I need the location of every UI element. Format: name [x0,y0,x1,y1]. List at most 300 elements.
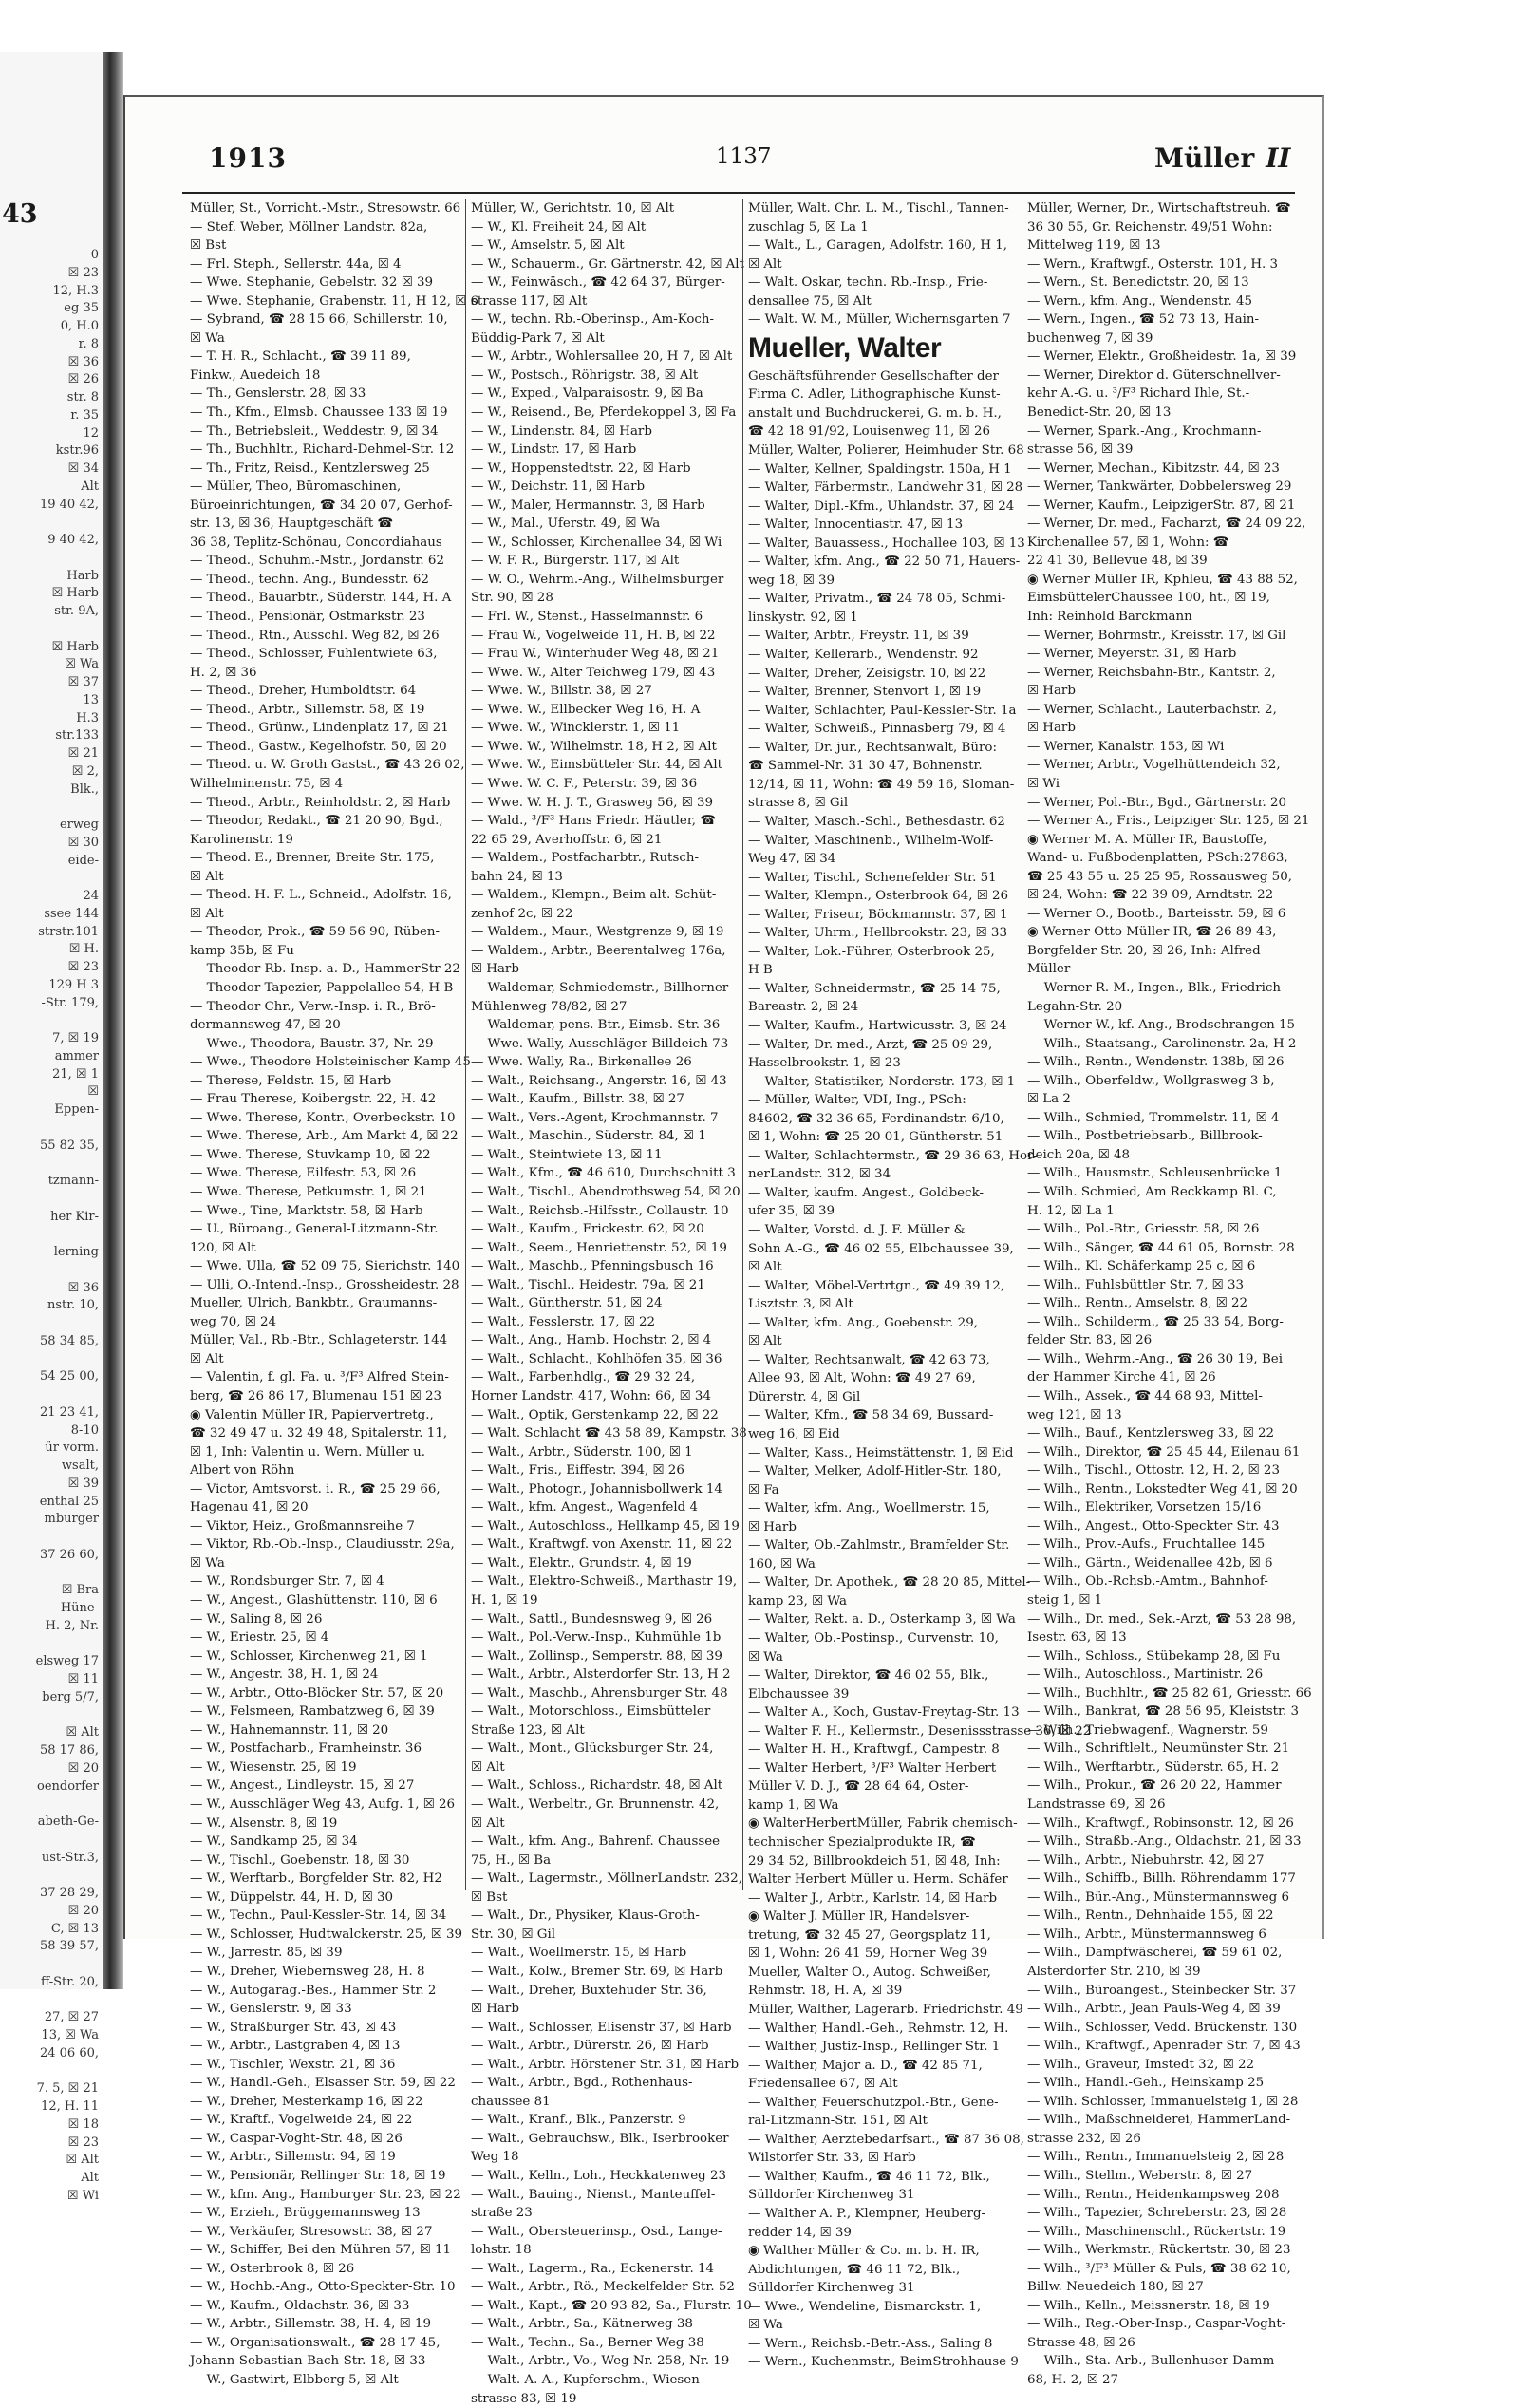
directory-entry-line: ☒ Alt [190,906,224,921]
directory-entry-line: — Theod., Gastw., Kegelhofstr. 50, ☒ 20 [190,739,447,754]
directory-entry-line: — W., Maler, Hermannstr. 3, ☒ Harb [471,498,705,513]
directory-entry-line: — Wilh., Kraftwgf., Robinsonstr. 12, ☒ 26 [1027,1815,1294,1831]
directory-entry-line: densallee 75, ☒ Alt [748,293,872,309]
page-number: 1137 [716,144,772,169]
previous-page-line [0,1636,99,1654]
directory-entry-line: — W., Dreher, Wiebernsweg 28, H. 8 [190,1964,425,1979]
directory-entry-line: Alsterdorfer Str. 210, ☒ 39 [1027,1964,1201,1979]
directory-entry-line: — Wilh., Kl. Schäferkamp 25 c, ☒ 6 [1027,1259,1256,1274]
directory-entry-line: Straße 123, ☒ Alt [471,1722,585,1738]
previous-page-line: ☒ 18 [67,2116,99,2132]
directory-entry-line: — Walther, Kaufm., ☎ 46 11 72, Blk., [748,2169,990,2184]
directory-entry-line: — W., Schlosser, Kirchenallee 34, ☒ Wi [471,535,722,550]
previous-page-line [0,1956,99,1974]
directory-entry-line: — Wilh., Straßb.-Ang., Oldachstr. 21, ☒ 33 [1027,1834,1302,1850]
directory-entry-line: kamp 23, ☒ Wa [748,1593,848,1608]
previous-page-line: C, ☒ 13 [50,1921,99,1936]
directory-entry-line: ☒ Alt [471,1815,505,1831]
previous-page-line: r. 8 [78,336,99,351]
directory-entry-line: — W., Alsenstr. 8, ☒ 19 [190,1815,338,1831]
directory-entry-line: — Walt., Dreher, Buxtehuder Str. 36, [471,1983,707,1998]
directory-entry-line: — W., Lindstr. 17, ☒ Harb [471,442,637,458]
directory-entry-line: Karolinenstr. 19 [190,832,293,847]
directory-entry-line: Inh: Reinhold Barckmann [1027,610,1192,625]
column-divider [465,199,466,1890]
directory-entry-line: — Wilh., Schmied, Trommelstr. 11, ☒ 4 [1027,1110,1280,1125]
directory-entry-line: — Walt., Kfm., ☎ 46 610, Durchschnitt 3 [471,1166,736,1181]
directory-entry-line: — Wwe., Wendeline, Bismarckstr. 1, [748,2299,982,2314]
directory-entry-line: — Walter, Tischl., Schenefelder Str. 51 [748,870,997,885]
directory-entry-line: — Walter, Dreher, Zeisigstr. 10, ☒ 22 [748,666,986,681]
book-gutter [103,52,123,1989]
directory-entry-line: — Waldem., Maur., Westgrenze 9, ☒ 19 [471,925,724,940]
directory-entry-line: — Wwe., Tine, Marktstr. 58, ☒ Harb [190,1203,423,1218]
directory-entry-line: — Viktor, Heiz., Großmannsreihe 7 [190,1518,415,1533]
directory-entry-line: — Th., Genslerstr. 28, ☒ 33 [190,386,366,402]
previous-page-line [0,1119,99,1138]
directory-entry-line: — Waldem., Arbtr., Beerentalweg 176a, [471,943,726,958]
directory-entry-line: — Werner, Schlacht., Lauterbachstr. 2, [1027,702,1277,717]
directory-entry-line: — W., Arbtr., Lastgraben 4, ☒ 13 [190,2039,401,2054]
previous-page-line [0,1796,99,1814]
previous-page-line: wsalt, [61,1458,99,1473]
previous-page-line: 58 39 57, [39,1939,99,1954]
directory-entry-line: — Wilh., Graveur, Imstedt 32, ☒ 22 [1027,2057,1254,2072]
directory-entry-line: — Wilh., Hausmstr., Schleusenbrücke 1 [1027,1166,1283,1181]
directory-entry-line: — Wilh., Schlosser, Vedd. Brückenstr. 130 [1027,2020,1298,2035]
directory-entry-line: — W., Feinwäsch., ☎ 42 64 37, Bürger- [471,275,725,291]
directory-entry-line: Wilhelminenstr. 75, ☒ 4 [190,776,344,791]
directory-entry-line: — Wilh., Buchhltr., ☎ 25 82 61, Griesstr. 66 [1027,1685,1312,1701]
directory-entry-line: — Theod., Dreher, Humboldtstr. 64 [190,684,417,699]
previous-page-line [0,799,99,817]
directory-entry-line: — W., Saling 8, ☒ 26 [190,1611,323,1627]
previous-page-line: H.3 [76,710,99,725]
directory-entry-line: — Wilh., Stellm., Weberstr. 8, ☒ 27 [1027,2168,1253,2183]
previous-page-line [0,1262,99,1280]
directory-entry-line: — Theodor, Redakt., ☎ 21 20 90, Bgd., [190,814,443,829]
directory-entry-line: — Wilh. Schmied, Am Reckkamp Bl. C, [1027,1184,1277,1199]
directory-entry-line: — Walt., Tischl., Abendrothsweg 54, ☒ 20 [471,1184,741,1199]
directory-entry-line: — Theod., techn. Ang., Bundesstr. 62 [190,572,429,587]
directory-entry-line: — Wwe. Wally, Ra., Birkenallee 26 [471,1055,692,1070]
previous-page-line: ☒ 23 [67,2135,99,2150]
directory-entry-line: — Wilh., Ob.-Rchsb.-Amtm., Bahnhof- [1027,1574,1268,1590]
directory-entry-line: Str. 30, ☒ Gil [471,1927,556,1942]
directory-entry-line: — W., Lindenstr. 84, ☒ Harb [471,423,652,439]
directory-entry-line: — Theod., Bauarbtr., Süderstr. 144, H. A [190,591,452,606]
directory-entry-line: — Wilh., Elektriker, Vorsetzen 15/16 [1027,1500,1262,1515]
directory-entry-line: ◉ Werner Müller IR, Kphleu, ☎ 43 88 52, [1027,572,1298,587]
directory-entry-line: — Walther, Feuerschutzpol.-Btr., Gene- [748,2095,999,2110]
previous-page-line [0,1992,99,2010]
previous-page-line [0,621,99,639]
previous-page-line: oendorfer [37,1778,99,1794]
directory-entry-line: anstalt und Buchdruckerei, G. m. b. H., [748,405,1002,421]
directory-entry-line: — Walt., L., Garagen, Adolfstr. 160, H 1, [748,238,1008,254]
directory-entry-line: Lisztstr. 3, ☒ Alt [748,1297,853,1312]
directory-entry-line: — Wilh., Prokur., ☎ 26 20 22, Hammer [1027,1778,1282,1794]
directory-entry-line: — Theodor Rb.-Insp. a. D., HammerStr 22 [190,962,460,977]
directory-entry-line: — Wilh., Werftarbtr., Süderstr. 65, H. 2 [1027,1759,1280,1775]
directory-entry-line: — Wwe., Theodore Holsteinischer Kamp 45 [190,1055,471,1070]
previous-page-line: ☒ 26 [67,372,99,387]
directory-entry-line: — W., Osterbrook 8, ☒ 26 [190,2261,355,2276]
previous-page-line: ☒ 36 [67,1280,99,1295]
directory-entry-line: — Walter, Kfm., ☎ 58 34 69, Bussard- [748,1408,994,1423]
previous-page-line: ☒ H. [68,942,99,957]
directory-entry-line: Str. 90, ☒ 28 [471,591,553,606]
directory-entry-line: — Walt., Arbtr. Hörstener Str. 31, ☒ Harb [471,2057,740,2072]
previous-page-line [0,1155,99,1173]
directory-entry-line: — W., Arbtr., Otto-Blöcker Str. 57, ☒ 20 [190,1685,444,1701]
directory-entry-line: — Walt., Elektr., Grundstr. 4, ☒ 19 [471,1555,692,1571]
directory-entry-line: — Wilh., Gärtn., Weidenallee 42b, ☒ 6 [1027,1555,1273,1571]
directory-entry-line: — Wwe. Ulla, ☎ 52 09 75, Sierichstr. 140 [190,1259,460,1274]
directory-entry-line: — Wilh., Schriftlelt., Neumünster Str. 21 [1027,1741,1290,1757]
directory-entry-line: — Walther, Aerztebedarfsart., ☎ 87 36 08, [748,2132,1024,2147]
previous-page-line: Alt [81,479,99,494]
directory-entry-line: — W. F. R., Bürgerstr. 117, ☒ Alt [471,554,680,569]
directory-entry-line: — Wwe. Therese, Arb., Am Markt 4, ☒ 22 [190,1129,459,1144]
directory-entry-line: — W., Verkäufer, Stresowstr. 38, ☒ 27 [190,2224,433,2239]
directory-entry-line: — Walter, Schlachtermstr., ☎ 29 36 63, Hor- [748,1148,1039,1163]
directory-entry-line: — Werner, Elektr., Großheidestr. 1a, ☒ 39 [1027,349,1297,365]
directory-entry-line: — Th., Buchhltr., Richard-Dehmel-Str. 12 [190,442,455,458]
previous-page-line: erweg [59,818,99,832]
directory-entry-line: — W., Hahnemannstr. 11, ☒ 20 [190,1722,389,1738]
directory-entry-line: — Walter, Schweiß., Pinnasberg 79, ☒ 4 [748,722,1006,737]
directory-entry-line: — Theodor, Prok., ☎ 59 56 90, Rüben- [190,925,441,940]
directory-entry-line: — Wilh., Arbtr., Jean Pauls-Weg 4, ☒ 39 [1027,2002,1281,2017]
previous-page-line: str.133 [55,728,99,743]
directory-entry-line: — Walt., Lagermstr., MöllnerLandstr. 232, [471,1872,742,1887]
directory-entry-line: — Walter, Ob.-Zahlmstr., Bramfelder Str. [748,1538,1010,1553]
directory-entry-line: — Wilh., Kraftwgf., Apenrader Str. 7, ☒ 43 [1027,2039,1301,2054]
directory-entry-line: — W., Straßburger Str. 43, ☒ 43 [190,2020,397,2035]
previous-page-line: 13, ☒ Wa [41,2028,99,2042]
directory-entry-line: strasse 83, ☒ 19 [471,2391,577,2406]
directory-entry-line: 22 65 29, Averhoffstr. 6, ☒ 21 [471,832,663,847]
directory-entry-line: — Wilh., Maßschneiderei, HammerLand- [1027,2113,1291,2128]
directory-entry-line: — Walter, kfm. Ang., Woellmerstr. 15, [748,1501,990,1516]
previous-page-line: 37 26 60, [39,1547,99,1562]
previous-page-line: Harb [66,568,99,583]
directory-entry-line: — Wilh., Bauf., Kentzlersweg 33, ☒ 22 [1027,1426,1275,1441]
directory-entry-line: 84602, ☎ 32 36 65, Ferdinandstr. 6/10, [748,1111,1004,1126]
directory-entry-line: Müller V. D. J., ☎ 28 64 64, Oster- [748,1779,969,1795]
directory-entry-line: Hagenau 41, ☒ 20 [190,1500,309,1515]
directory-entry-line: ral-Litzmann-Str. 151, ☒ Alt [748,2114,928,2129]
previous-page-line: str. 8 [66,390,99,404]
directory-entry-line: — Wilh., Direktor, ☎ 25 45 44, Eilenau 61 [1027,1444,1301,1459]
directory-entry-line: — Wwe. Stephanie, Grabenstr. 11, H 12, ☒ 6 [190,293,479,309]
directory-entry-line: — Walter, Lok.-Führer, Osterbrook 25, [748,944,995,959]
directory-entry-line: — W., Arbtr., Sillemstr. 38, H. 4, ☒ 19 [190,2317,431,2332]
directory-entry-line: technischer Spezialprodukte IR, ☎ [748,1835,976,1851]
directory-entry-line: — Walt. Schlacht ☎ 43 58 89, Kampstr. 38 [471,1426,747,1441]
directory-entry-line: — Wilh., Pol.-Btr., Griesstr. 58, ☒ 26 [1027,1222,1260,1237]
header-rule [182,192,1295,194]
directory-entry-line: — Theodor Tapezier, Pappelallee 54, H B [190,980,454,995]
directory-entry-line: — Wwe. Therese, Stuvkamp 10, ☒ 22 [190,1147,431,1162]
directory-entry-line: — W., Hoppenstedtstr. 22, ☒ Harb [471,461,691,476]
directory-entry-line: — Wern., kfm. Ang., Wendenstr. 45 [1027,293,1253,309]
directory-entry-line: — Walter, kfm. Ang., Goebenstr. 29, [748,1315,978,1330]
directory-entry-line: — Walt., Schloss., Richardstr. 48, ☒ Alt [471,1778,723,1794]
directory-entry-line: Strasse 48, ☒ 26 [1027,2335,1135,2350]
directory-entry-line: — Wilh., Reg.-Ober-Insp., Caspar-Voght- [1027,2317,1286,2332]
directory-entry-line: — Wilh., Rentn., Immanuelsteig 2, ☒ 28 [1027,2150,1285,2165]
running-head-surname: Müller [1154,142,1255,174]
directory-entry-line: — Walter, Ob.-Postinsp., Curvenstr. 10, [748,1631,999,1646]
directory-entry-line: Müller, St., Vorricht.-Mstr., Stresowstr. 66 [190,201,461,216]
directory-entry-line: ☒ Alt [190,869,224,884]
directory-entry-line: ☒ Harb [748,1519,797,1534]
directory-entry-line: — W., Angest., Lindleystr. 15, ☒ 27 [190,1778,415,1794]
directory-entry-line: — Walt., Seem., Henriettenstr. 52, ☒ 19 [471,1240,727,1255]
directory-entry-line: — Walt., Arbtr., Alsterdorfer Str. 13, H 2 [471,1667,731,1683]
directory-entry-line: Allee 93, ☒ Alt, Wohn: ☎ 49 27 69, [748,1371,976,1386]
directory-entry-line: — Therese, Feldstr. 15, ☒ Harb [190,1073,392,1088]
directory-entry-line: — Walter, Melker, Adolf-Hitler-Str. 180, [748,1464,1002,1479]
directory-entry-line: ☒ 1, Wohn: 26 41 59, Horner Weg 39 [748,1947,988,1962]
directory-entry-line: weg 121, ☒ 13 [1027,1407,1122,1422]
directory-entry-line: — Valentin, f. gl. Fa. u. ³/F³ Alfred Stein- [190,1370,449,1385]
directory-entry-line: — Walt., Vers.-Agent, Krochmannstr. 7 [471,1110,719,1125]
directory-entry-line: — Walter, Maschinenb., Wilhelm-Wolf- [748,833,994,848]
previous-page-line: ☒ 34 [67,461,99,476]
directory-entry-line: Sohn A.-G., ☎ 46 02 55, Elbchaussee 39, [748,1241,1014,1256]
directory-entry-line: — Theod., Pensionär, Ostmarkstr. 23 [190,610,425,625]
directory-entry-line: Albert von Röhn [190,1463,295,1478]
directory-entry-line: — Walt., Mont., Glücksburger Str. 24, [471,1741,714,1757]
directory-entry-line: Legahn-Str. 20 [1027,999,1123,1014]
previous-page-line: 0 [90,248,99,262]
previous-page-line: ☒ 39 [67,1476,99,1491]
directory-entry-line: Weg 18 [471,2150,519,2165]
directory-entry-line: — Walter, Dr. med., Arzt, ☎ 25 09 29, [748,1037,993,1052]
directory-entry-line: 36 30 55, Gr. Reichenstr. 49/51 Wohn: [1027,219,1273,235]
directory-entry-line: linskystr. 92, ☒ 1 [748,610,858,625]
directory-entry-line: — W., Postfacharb., Framheinstr. 36 [190,1741,422,1757]
directory-entry-line: — Walt., Photogr., Johannisbollwerk 14 [471,1481,722,1496]
directory-entry-line: ◉ Walther Müller & Co. m. b. H. IR, [748,2244,980,2259]
directory-entry-line: felder Str. 83, ☒ 26 [1027,1333,1153,1348]
previous-page-line: Blk., [70,781,99,797]
directory-entry-line: — Theod., Arbtr., Sillemstr. 58, ☒ 19 [190,702,425,717]
directory-entry-line: Müller, Werner, Dr., Wirtschaftstreuh. ☎ [1027,201,1291,216]
previous-page-line [0,1565,99,1583]
previous-page-line [0,514,99,532]
directory-entry-line: — Werner, Pol.-Btr., Bgd., Gärtnerstr. 20 [1027,795,1287,810]
directory-entry-line: — Theod., Rtn., Ausschl. Weg 82, ☒ 26 [190,628,440,643]
directory-entry-line: — Walt., Fesslerstr. 17, ☒ 22 [471,1314,656,1329]
directory-entry-line: Mueller, Walter [748,331,942,364]
directory-entry-line: — Wwe. Wally, Ausschläger Billdeich 73 [471,1036,729,1051]
directory-entry-line: weg 18, ☒ 39 [748,573,835,588]
directory-entry-line: Bareastr. 2, ☒ 24 [748,1000,859,1015]
directory-entry-line: EimsbüttelerChaussee 100, ht., ☒ 19, [1027,591,1270,606]
directory-entry-line: — Ulli, O.-Intend.-Insp., Grossheidestr. 28 [190,1277,459,1292]
directory-entry-line: ◉ WalterHerbertMüller, Fabrik chemisch- [748,1816,1018,1832]
directory-entry-line: — Walter, Färbermstr., Landwehr 31, ☒ 28 [748,480,1023,496]
directory-entry-line: kamp 35b, ☒ Fu [190,943,294,958]
directory-entry-line: ☒ Wi [1027,776,1060,791]
running-head-marker: II [1266,142,1291,174]
directory-entry-line: — Wilh., Triebwagenf., Wagnerstr. 59 [1027,1722,1268,1738]
directory-entry-line: ☎ 42 18 91/92, Louisenweg 11, ☒ 26 [748,424,990,440]
directory-entry-line: Walter Herbert Müller u. Herm. Schäfer [748,1872,1008,1888]
directory-entry-line: strasse 117, ☒ Alt [471,293,588,309]
previous-page-line: 7. 5, ☒ 21 [36,2081,99,2097]
previous-page-header: 43 [2,199,38,229]
previous-page-line: ☒ Alt [66,1725,99,1740]
previous-page-line: lerning [53,1245,99,1259]
directory-entry-line: — Theod. E., Brenner, Breite Str. 175, [190,851,435,866]
directory-entry-line: — Walt., Woellmerstr. 15, ☒ Harb [471,1946,687,1961]
directory-entry-line: — Wwe. W., Eimsbütteler Str. 44, ☒ Alt [471,758,723,773]
directory-entry-line: — W., Kl. Freiheit 24, ☒ Alt [471,219,647,235]
directory-entry-line: — Wwe., Theodora, Baustr. 37, Nr. 29 [190,1036,434,1051]
directory-entry-line: — Wilh., Schloss., Stübekamp 28, ☒ Fu [1027,1648,1281,1664]
directory-entry-line: — Werner, Dr. med., Facharzt, ☎ 24 09 22, [1027,517,1306,532]
directory-entry-line: — Walt., Kranf., Blk., Panzerstr. 9 [471,2113,686,2128]
directory-entry-line: — Wilh., Wehrm.-Ang., ☎ 26 30 19, Bei [1027,1351,1283,1366]
directory-entry-line: — Walt., Gebrauchsw., Blk., Iserbrooker [471,2131,729,2146]
directory-entry-line: Sülldorfer Kirchenweg 31 [748,2188,915,2203]
directory-entry-line: — Walter, Statistiker, Norderstr. 173, ☒ 1 [748,1074,1016,1089]
previous-page-line: ust-Str.3, [41,1850,99,1865]
directory-entry-line: Mittelweg 119, ☒ 13 [1027,238,1161,254]
directory-entry-line: — Walter, Direktor, ☎ 46 02 55, Blk., [748,1668,989,1684]
directory-entry-line: — Walter A., Koch, Gustav-Freytag-Str. 13 [748,1705,1020,1721]
directory-entry-line: — W., Postsch., Röhrigstr. 38, ☒ Alt [471,367,699,383]
directory-entry-line: — Theod. H. F. L., Schneid., Adolfstr. 16, [190,888,452,903]
directory-entry-line: — W., Schlosser, Kirchenweg 21, ☒ 1 [190,1648,428,1664]
directory-entry-line: — Wwe. Therese, Kontr., Overbeckstr. 10 [190,1110,456,1125]
directory-entry-line: — Wilh., Kelln., Meissnerstr. 18, ☒ 19 [1027,2298,1270,2313]
directory-entry-line: — Walter, Schlachter, Paul-Kessler-Str. 1a [748,703,1017,718]
directory-entry-line: 68, H. 2, ☒ 27 [1027,2372,1119,2387]
directory-entry-line: — Walter, Innocentiastr. 47, ☒ 13 [748,517,964,533]
directory-entry-line: — Wald., ³/F³ Hans Friedr. Häutler, ☎ [471,814,716,829]
directory-entry-line: ☒ Alt [748,1334,782,1349]
directory-entry-line: Hasselbrookstr. 1, ☒ 23 [748,1056,901,1071]
directory-entry-line: — Waldemar, pens. Btr., Eimsb. Str. 36 [471,1018,721,1033]
directory-entry-line: ☒ Bst [190,238,227,254]
previous-page-line: ☒ 11 [67,1672,99,1686]
directory-entry-line: — Waldem., Klempn., Beim alt. Schüt- [471,888,717,903]
directory-entry-line: — W., Schauerm., Gr. Gärtnerstr. 42, ☒ Alt [471,256,744,272]
previous-page-line: 0, H.0 [60,319,99,333]
previous-page-line: ssee 144 [44,906,99,921]
directory-entry-line: — Theod., Schuhm.-Mstr., Jordanstr. 62 [190,554,444,569]
directory-entry-line: — Wwe. W. C. F., Peterstr. 39, ☒ 36 [471,776,698,791]
directory-entry-line: — Wwe. Therese, Eilfestr. 53, ☒ 26 [190,1166,417,1181]
directory-entry-line: tretung, ☎ 32 45 27, Georgsplatz 11, [748,1928,991,1943]
previous-page-line: str. 9A, [54,604,99,618]
previous-page-line: 7, ☒ 19 [52,1031,99,1045]
previous-page-line: her Kir- [50,1209,99,1224]
previous-page-line: mburger [44,1512,99,1527]
directory-entry-line: weg 16, ☒ Eid [748,1427,840,1441]
directory-entry-line: — Werner, Kaufm., LeipzigerStr. 87, ☒ 21 [1027,498,1296,513]
directory-entry-line: — Werner, Meyerstr. 31, ☒ Harb [1027,647,1237,662]
previous-page-line: ür vorm. [45,1440,99,1456]
directory-entry-line: Borgfelder Str. 20, ☒ 26, Inh: Alfred [1027,943,1261,958]
directory-entry-line: kehr A.-G. u. ³/F³ Richard Ihle, St.- [1027,386,1250,402]
previous-page-line: ☒ 23 [67,960,99,974]
previous-page-line: 58 34 85, [39,1333,99,1348]
directory-entry-line: — Wilh., Oberfeldw., Wollgrasweg 3 b, [1027,1073,1275,1088]
directory-entry-line: — Th., Fritz, Reisd., Kentzlersweg 25 [190,461,430,476]
directory-entry-line: — Walter, Brenner, Stenvort 1, ☒ 19 [748,685,982,700]
previous-page-line [0,1832,99,1850]
directory-entry-line: straße 23 [471,2206,533,2221]
directory-entry-line: ◉ Werner Otto Müller IR, ☎ 26 89 43, [1027,925,1277,940]
previous-page-line: 21, ☒ 1 [52,1066,99,1082]
directory-entry-line: Weg 47, ☒ 34 [748,852,836,867]
directory-entry-line: — W., Tischler, Wexstr. 21, ☒ 36 [190,2057,396,2072]
directory-entry-line: ☒ Wa [748,2318,783,2333]
previous-page-edge [0,52,103,2203]
previous-page-line: 12, H.3 [52,283,99,298]
directory-entry-line: — Wern., Ingen., ☎ 52 73 13, Hain- [1027,312,1260,328]
directory-entry-line: — W., Angestr. 38, H. 1, ☒ 24 [190,1667,379,1683]
directory-entry-line: — Walter, Schneidermstr., ☎ 25 14 75, [748,981,1001,996]
directory-entry-line: kamp 1, ☒ Wa [748,1797,839,1813]
previous-page-line: ☒ Harb [51,586,99,601]
directory-entry-line: Isestr. 63, ☒ 13 [1027,1630,1127,1646]
directory-entry-line: — Walt., Arbtr., Bgd., Rothenhaus- [471,2076,693,2091]
directory-entry-line: 36 38, Teplitz-Schönau, Concordiahaus [190,535,442,550]
previous-page-line: Hüne- [60,1601,99,1615]
previous-page-line: ☒ Harb [51,639,99,654]
directory-entry-line: — Werner, Mechan., Kibitzstr. 44, ☒ 23 [1027,461,1280,476]
directory-entry-line: — Walter, Kass., Heimstättenstr. 1, ☒ Eid [748,1445,1014,1460]
directory-entry-line: — Walt., Maschb., Ahrensburger Str. 48 [471,1685,728,1701]
previous-page-line: enthal 25 [39,1494,99,1509]
directory-entry-line: Müller, Val., Rb.-Btr., Schlageterstr. 144 [190,1333,448,1348]
directory-entry-line: — Waldem., Postfacharbtr., Rutsch- [471,851,699,866]
directory-entry-line: — Werner, Tankwärter, Dobbelersweg 29 [1027,480,1292,495]
directory-entry-line: — W., Pensionär, Rellinger Str. 18, ☒ 19 [190,2168,446,2183]
directory-entry-line: — Wwe. W., Billstr. 38, ☒ 27 [471,684,652,699]
previous-page-line: 58 17 86, [39,1743,99,1758]
directory-entry-line: — Walt., Schlacht., Kohlhöfen 35, ☒ 36 [471,1351,722,1366]
directory-entry-line: — Wilh., Sänger, ☎ 44 61 05, Bornstr. 28 [1027,1240,1295,1255]
directory-entry-line: ☒ Alt [190,1351,224,1366]
directory-entry-line: ☒ Wa [190,1555,225,1571]
directory-entry-line: — Wwe. W., Ellbecker Weg 16, H. A [471,702,701,717]
directory-entry-line: — Walt., Steintwiete 13, ☒ 11 [471,1147,663,1162]
directory-entry-line: — Werner, Arbtr., Vogelhüttendeich 32, [1027,758,1281,773]
directory-entry-line: — Wilh., Prov.-Aufs., Fruchtallee 145 [1027,1537,1266,1552]
directory-entry-line: — Walter, Dr. Apothek., ☎ 28 20 85, Mittel- [748,1575,1031,1590]
previous-page-line: 24 06 60, [39,2045,99,2060]
previous-page-line: 19 40 42, [39,497,99,512]
directory-entry-line: — U., Büroang., General-Litzmann-Str. [190,1222,439,1237]
directory-entry-line: — Walther, Major a. D., ☎ 42 85 71, [748,2058,983,2073]
directory-entry-line: — Walter, Kaufm., Hartwicusstr. 3, ☒ 24 [748,1018,1007,1033]
directory-entry-line: — Walt., Techn., Sa., Berner Weg 38 [471,2335,704,2350]
previous-page-line: ☒ 37 [67,675,99,689]
directory-entry-line: Kirchenallee 57, ☒ 1, Wohn: ☎ [1027,535,1229,550]
directory-entry-line: — Wwe. Therese, Petkumstr. 1, ☒ 21 [190,1184,427,1199]
column-divider [742,199,743,1890]
directory-entry-line: — W., Werftarb., Borgfelder Str. 82, H2 [190,1872,442,1887]
